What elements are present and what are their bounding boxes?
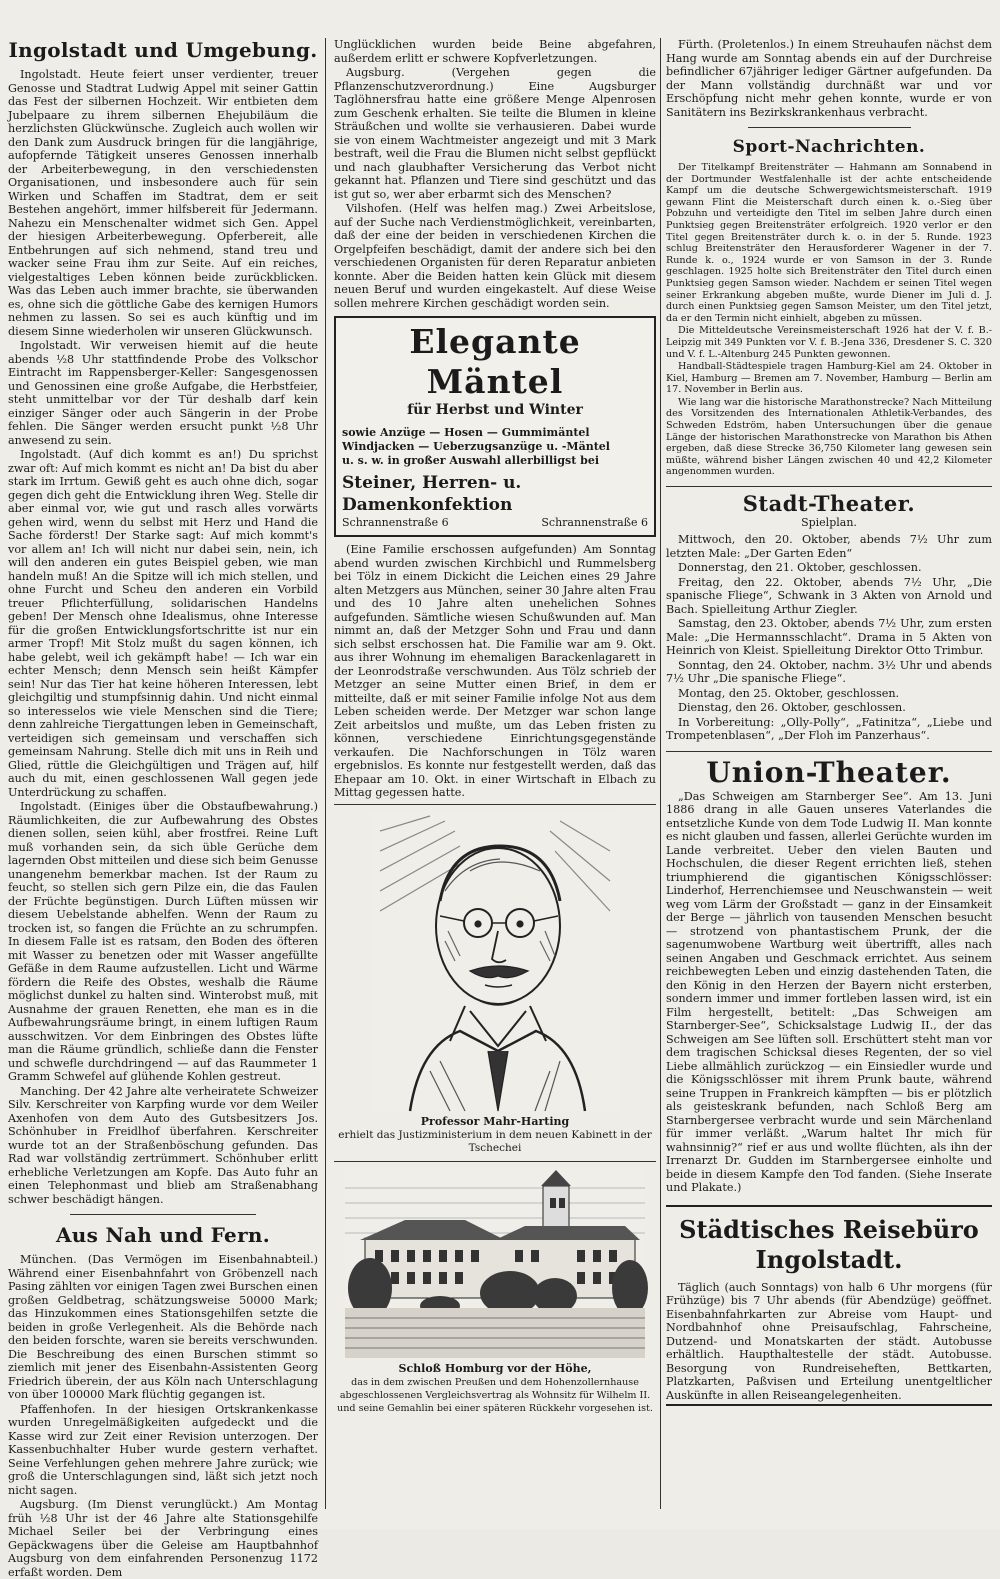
portrait-caption	[334, 1115, 656, 1155]
reisebuero-heading: Städtisches Reisebüro Ingolstadt.	[679, 1214, 979, 1274]
article-paragraph: Ingolstadt. (Einiges über die Obstaufbewahrung.) Räumlichkeiten, die zur Aufbewahrung des Obstes dienen sollen, seien kühl, aber frostfrei. Reine Luft muß vorhanden sein, da sich üble Gerüche dem lagernden Obst mitteilen und diese sich beim Genusse unangenehm bemerkbar machen. Ist der Raum zu feucht, so stellen sich gern Pilze ein, die das Faulen der Früchte begünstigen. Durch Lüften müssen wir diesem Uebelstande abhelfen. Wenn der Raum zu trocken ist, so fangen die Früchte an zu schrumpfen. In diesem Falle ist es ratsam, den Boden des öfteren mit Wasser zu benetzen oder mit Wasser angefüllte Gefäße in dem Raume aufzustellen. Licht und Wärme fördern die Reife des Obstes, weshalb die Räume möglichst dunkel zu halten sind. Winterobst muß, mit Ausnahme der grauen Renetten, ehe man es in die Aufbewahrungsräume bringt, in einem luftigen Raum ausschwitzen. Vor dem Einbringen des Obstes lüfte man die Räume gründlich, schließe dann die Fenster und schwefle durchdringend — auf das Raummeter 1 Gramm Schwefel auf glühende Kohlen gestreut.	[8, 800, 318, 1083]
theater-entry: Freitag, den 22. Oktober, abends 7½ Uhr, „Die spanische Fliege“, Schwank in 3 Akten von Arnold und Bach. Spielleitung Arthur Ziegler.	[666, 575, 992, 616]
sport-paragraph: Handball-Städtespiele tragen Hamburg-Kiel am 24. Oktober in Kiel, Hamburg — Bremen am 7. November, Hamburg — Berlin am 17. November in Berlin aus.	[666, 361, 992, 396]
theater-entry: Mittwoch, den 20. Oktober, abends 7½ Uhr zum letzten Male: „Der Garten Eden“	[666, 533, 992, 560]
divider	[748, 127, 911, 128]
section-heading-union-theater: Union-Theater.	[706, 755, 952, 789]
castle-caption	[334, 1362, 656, 1415]
article-paragraph: Manching. Der 42 Jahre alte verheiratete Schweizer Silv. Kerschreiter von Karpfing wurde vor dem Weiler Axenhofen von dem Auto des Gutsbesitzers Jos. Schönhuber in Freidlhof überfahren. Kerschreiter wurde tot an der Straßenböschung gefunden. Das Rad war vollständig zertrümmert. Schönhuber erlitt erhebliche Verletzungen am Kopfe. Das Auto fuhr an einen Telephonmast und blieb am Straßenabhang schwer beschädigt hängen.	[8, 1084, 318, 1206]
theater-entry: Donnerstag, den 21. Oktober, geschlossen.	[678, 561, 922, 575]
reisebuero-text: Täglich (auch Sonntags) von halb 6 Uhr morgens (für Frühzüge) bis 7 Uhr abends (für Abendzüge) geöffnet. Eisenbahnfahrkarten zur Abreise vom Haupt- und Nordbahnhof ohne Preisaufschlag, Fahrscheine, Dutzend- und Monatskarten der städt. Autobusse erhältlich. Haupthaltestelle der städt. Autobusse. Besorgung von Rundreiseheften, Bettkarten, Platzkarten, Paßvisen und Erteilung unentgeltlicher Auskünfte in allen Reiseangelegenheiten.	[666, 1280, 992, 1402]
section-heading-stadt-theater: Stadt-Theater.	[742, 491, 916, 517]
theater-entry: In Vorbereitung: „Olly-Polly“, „Fatinitza“, „Liebe und Trompetenblasen“, „Der Floh im Panzerhaus“.	[666, 715, 992, 743]
ad-subtitle: für Herbst und Winter	[407, 402, 583, 418]
portrait-caption-name: Professor Mahr-Harting	[420, 1114, 570, 1128]
section-heading-ingolstadt: Ingolstadt und Umgebung.	[8, 38, 318, 62]
ad-title: Elegante Mäntel	[409, 322, 581, 401]
column-right	[666, 38, 992, 1515]
article-paragraph: Ingolstadt. Wir verweisen hiemit auf die heute abends ½8 Uhr stattfindende Probe des Volkschor Eintracht im Rappensberger-Keller: Sangesgenossen und Genossinen eine große Aufgabe, die Herbstfeier, steht unmittelbar vor der Tür deshalb darf kein einziger Sänger oder auch Sängerin in der Probe fehlen. Die Sänger werden ersucht punkt ½8 Uhr anwesend zu sein.	[8, 339, 318, 447]
sport-paragraph: Der Titelkampf Breitensträter — Hahmann am Sonnabend in der Dortmunder Westfalenhalle ist der achte entscheidende Kampf um die deutsche Schwergewichtsmeisterschaft. 1919 gewann Flint die Meisterschaft durch einen k. o.-Sieg über Pobzuhn und verteidigte den Titel im selben Jahre durch einen Punktsieg gegen Breitensträter erfolgreich. 1920 verlor er den Titel gegen Breitensträter durch k. o. in der 5. Runde. 1923 schlug Breitensträter den Herausforderer Wagener in der 7. Runde k. o., 1924 wurde er von Samson in der 3. Runde geschlagen. 1925 holte sich Breitensträter den Titel durch einen Punktsieg gegen Samson wieder. Nachdem er seinen Titel wegen seiner Erkrankung abgeben mußte, wurde Diener im Juli d. J. durch einen Punktsieg gegen Samson Meister, um den Titel jetzt, da er den Termin nicht einhielt, abgeben zu müssen.	[666, 162, 992, 324]
column-rule	[660, 38, 661, 1509]
ad-address	[342, 516, 648, 529]
ad-shop-name: Steiner, Herren- u. Damenkonfektion	[342, 473, 522, 515]
divider	[70, 1214, 256, 1215]
article-paragraph: Unglücklichen wurden beide Beine abgefahren, außerdem erlitt er schwere Kopfverletzungen.	[334, 38, 656, 65]
article-paragraph: Vilshofen. (Helf was helfen mag.) Zwei Arbeitslose, auf der Suche nach Verdienstmöglichkeit, vereinbarten, daß der eine der beiden in verschiedenen Kirchen die Orgelpfeifen beschädigt, damit der andere sich bei den verschiedenen Organisten für deren Reparatur anbieten konnte. Aber die Beiden hatten kein Glück mit diesem neuen Beruf und wurden eingekastelt. Auf diese Weise sollen mehrere Kirchen geschädigt worden sein.	[334, 202, 656, 310]
reisebuero-ad	[666, 1205, 992, 1407]
ad-address-left: Schrannenstraße 6	[342, 516, 449, 529]
theater-entry: Dienstag, den 26. Oktober, geschlossen.	[678, 701, 906, 715]
section-heading-aus-nah-und-fern: Aus Nah und Fern.	[55, 1223, 271, 1247]
sport-paragraph: Die Mitteldeutsche Vereinsmeisterschaft 1926 hat der V. f. B.-Leipzig mit 349 Punkten vor V. f. B.-Jena 336, Dresdener S. C. 320 und V. f. L.-Altenburg 245 Punkten gewonnen.	[666, 325, 992, 360]
theater-entry: Samstag, den 23. Oktober, abends 7½ Uhr, zum ersten Male: „Die Hermannsschlacht“. Drama in 5 Akten von Heinrich von Kleist. Spielleitung Direktor Otto Trimbur.	[666, 617, 992, 658]
castle-figure	[334, 1168, 656, 1415]
advertisement-steiner	[334, 316, 656, 537]
castle-caption-text: das in dem zwischen Preußen und dem Hohenzollernhause abgeschlossenen Vergleichsvertrag als Wohnsitz für Wilhelm II. und seine Gemahlin bei einer späteren Rückkehr vorgesehen ist.	[337, 1376, 653, 1414]
article-paragraph: Pfaffenhofen. In der hiesigen Ortskrankenkasse wurden Unregelmäßigkeiten aufgedeckt und die Kasse wird zur Zeit einer Revision unterzogen. Der Kassenbuchhalter Huber wurde gestern verhaftet. Seine Verfehlungen gehen mehrere Jahre zurück; wie groß die Unterschlagungen sind, läßt sich jetzt noch nicht sagen.	[8, 1402, 318, 1497]
ad-address-right: Schrannenstraße 6	[541, 516, 648, 529]
divider	[334, 804, 656, 805]
article-paragraph: Augsburg. (Im Dienst verunglückt.) Am Montag früh ½8 Uhr ist der 46 Jahre alte Stationsgehilfe Michael Seiler bei der Verbringung eines Gepäckwagens über die Geleise am Hauptbahnhof Augsburg von dem einfahrenden Personenzug 1172 erfaßt worden. Dem	[8, 1498, 318, 1579]
article-paragraph: Augsburg. (Vergehen gegen die Pflanzenschutzverordnung.) Eine Augsburger Taglöhnersfrau hatte eine größere Menge Alpenrosen zum Geschenk erhalten. Sie teilte die Blumen in kleine Sträußchen und wollte sie verhausieren. Dabei wurde sie von einem Wachtmeister angezeigt und mit 3 Mark bestraft, weil die Frau die Blumen nicht selbst gepflückt und nach glaubhafter Versicherung das Verbot nicht gekannt hat. Pflanzen und Tiere sind geschützt und das ist gut so, wer aber erbarmt sich des Menschen?	[334, 66, 656, 201]
column-left	[8, 38, 318, 1579]
castle-illustration	[345, 1168, 645, 1358]
ad-line: Windjacken — Ueberzugsanzüge u. -Mäntel	[342, 440, 610, 453]
article-paragraph: Ingolstadt. (Auf dich kommt es an!) Du sprichst zwar oft: Auf mich kommt es nicht an! Da bist du aber stark im Irrtum. Gewiß geht es auch ohne dich, sogar gegen dich geht die Entwicklung ihren Weg. Stelle dir aber einmal vor, wie gut und rasch alles vorwärts gehen wird, wenn du selbst mit Herz und Hand die Sache förderst! Der Starke sagt: Auf mich kommt's vor allem an! Ich will nicht nur dabei sein, nein, ich will den anderen ein gutes Beispiel geben, wie man handeln muß! An die Spitze will ich mich stellen, und ohne Furcht und Scheu den anderen ein Vorbild treuer Pflichterfüllung, solidarischen Handelns geben! Der Mensch ohne Idealismus, ohne Interesse für die großen Entwicklungsfortschritte ist nur ein armer Tropf! Mit Stolz mußt du sagen können, ich habe gelebt, weil ich gekämpft habe! — Ich war ein echter Mensch; denn Mensch sein heißt Kämpfer sein! Nur das Tier hat keine höheren Interessen, lebt gleichgiltig und stumpfsinnig dahin. Und nicht einmal so interesselos wie viele Menschen sind die Tiere; denn zahlreiche Tiergattungen leben in Gemeinschaft, verteidigen sich gemeinsam und verschaffen sich gemeinsam Nahrung. Stelle dich mit uns in Reih und Glied, rüttle die Gleichgültigen und Trägen auf, hilf auch du mit, einen geschlossenen Wall gegen jede Unterdrückung zu schaffen.	[8, 448, 318, 799]
article-paragraph: (Eine Familie erschossen aufgefunden) Am Sonntag abend wurden zwischen Kirchbichl und Rummelsberg bei Tölz in einem Dickicht die Leichen eines 29 Jahre alten Metzgers aus München, seiner 30 Jahre alten Frau und des 10 Jahre alten unehelichen Sohnes aufgefunden. Sämtliche wiesen Schußwunden auf. Man nimmt an, daß der Metzger Sohn und Frau und dann sich selbst erschossen hat. Die Familie war am 9. Okt. aus ihrer Wohnung im ehemaligen Barackenlagarett in der Leonrodstraße verschwunden. Aus Tölz schrieb der Metzger an seine Mutter einen Brief, in dem er mitteilte, daß er mit seiner Familie infolge Not aus dem Leben scheiden werde. Der Metzger war schon lange Zeit arbeitslos und mußte, um das Leben fristen zu können, verschiedene Einrichtungsgegenstände verkaufen. Die Nachforschungen in Tölz waren ergebnislos. Es konnte nur festgestellt werden, daß das Ehepaar am 10. Okt. in einer Wirtschaft in Elbach zu Mittag gegessen hatte.	[334, 543, 656, 799]
castle-caption-name: Schloß Homburg vor der Höhe,	[398, 1361, 592, 1375]
divider	[666, 486, 992, 487]
article-paragraph: Ingolstadt. Heute feiert unser verdienter, treuer Genosse und Stadtrat Ludwig Appel mit seiner Gattin das Fest der silbernen Hochzeit. Wir entbieten dem Jubelpaare zu ihrem silbernen Ehejubiläum die herzlichsten Glückwünsche. Zugleich auch wollen wir den Dank zum Ausdruck bringen für die langjährige, aufopfernde Tätigkeit unseres Genossen innerhalb der Arbeiterbewegung, in den verschiedensten Organisationen, und insbesondere auch für sein Wirken und Schaffen im Stadtrat, dem er seit Bestehen angehört, immer hilfsbereit für Jedermann. Nahezu ein Menschenalter widmet sich Gen. Appel der hiesigen Arbeiterbewegung. Opferbereit, alle Entbehrungen auf sich nehmend, stand treu und wacker seine Frau ihm zur Seite. Auf ein reiches, vielgestaltiges Leben können beide zurückblicken. Was das Leben auch immer brachte, sie überwanden es, ohne sich die göttliche Gabe des kernigen Humors nehmen zu lassen. So sei es auch künftig und im diesem Sinne wiederholen wir unseren Glückwunsch.	[8, 68, 318, 338]
ad-line: sowie Anzüge — Hosen — Gummimäntel	[342, 426, 590, 439]
section-heading-sport: Sport-Nachrichten.	[732, 137, 926, 157]
ad-line: u. s. w. in großer Auswahl allerbilligst bei	[342, 454, 600, 467]
sport-news	[666, 162, 992, 478]
portrait-figure	[334, 811, 656, 1155]
column-rule	[325, 38, 326, 1509]
spielplan-label: Spielplan.	[801, 516, 857, 530]
sport-paragraph: Wie lang war die historische Marathonstrecke? Nach Mitteilung des Vorsitzenden des Internationalen Athletik-Verbandes, des Schweden Edström, haben Untersuchungen über die genaue Länge der historischen Marathonstrecke von Marathon bis Athen ergeben, daß diese Strecke 36,750 Kilometer lang gewesen sein müßte, während bisher Längen zwischen 40 und 42,2 Kilometer angenommen wurden.	[666, 396, 992, 478]
article-paragraph: München. (Das Vermögen im Eisenbahnabteil.) Während einer Eisenbahnfahrt von Gröbenzell nach Pasing zählten vor einigen Tagen zwei Burschen einen großen Geldbetrag, schätzungsweise 50000 Mark; das Hinzukommen eines Stationsgehilfen setzte die beiden in große Verlegenheit. Als die Behörde nach den beiden forschte, waren sie bereits verschwunden. Die Beschreibung des einen Burschen stimmt so ziemlich mit jener des Eisenbahn-Assistenten Georg Friedrich überein, der aus Köln nach Unterschlagung von über 100000 Mark flüchtig gegangen ist.	[8, 1253, 318, 1401]
column-middle	[334, 38, 656, 1515]
union-paragraph: „Das Schweigen am Starnberger See“. Am 13. Juni 1886 drang in alle Gauen unseres Vaterlandes die entsetzliche Kunde von dem Tode Ludwig II. Man konnte es nicht glauben und fassen, allerlei Gerüchte wurden im Lande verbreitet. Ueber den vielen Bauten und Hochschulen, die dieser Regent errichten ließ, stehen triumphierend die gigantischen Königsschlösser: Linderhof, Herrenchiemsee und Neuschwanstein — weit weg vom Lärm der Großstadt — ganz in der Einsamkeit der Berge — jährlich von tausenden Menschen besucht — strotzend von phantastischem Prunk, der die sagenumwobene Wartburg weit übertrifft, alles nach seinen Angaben und Geschmack errichtet. Aus seinem reichbewegten Leben und einzig dastehenden Taten, die den König in den Herzen der Bayern nicht ersterben, sondern immer und immer fortleben lassen wird, ist ein Film hergestellt, betitelt: „Das Schweigen am Starnberger-See“, Schicksalstage Ludwig II., der das Schweigen am See lüften soll. Erschüttert steht man vor dem tragischen Schicksal dieses Regenten, der so viel Liebe allmählich zurückzog — ein Einsiedler wurde und die Königsschlösser mit ihrem Prunk baute, während seine Truppen in Frankreich kämpften — bis er plötzlich als geisteskrank befunden, nach Schloß Berg am Starnbergersee verbracht wurde und sein Märchenland für immer verläßt. „Warum haltet Ihr mich für wahnsinnig?“ rief er aus und wollte flüchten, als ihn der Irrenarzt Dr. Gudden im Starnbergersee einholte und beide in diesem Kampfe den Tod fanden. (Siehe Inserate und Plakate.)	[666, 789, 992, 1195]
portrait-illustration	[370, 811, 620, 1111]
portrait-caption-text: erhielt das Justizministerium in dem neuen Kabinett in der Tschechei	[338, 1128, 652, 1154]
article-paragraph: Fürth. (Proletenlos.) In einem Streuhaufen nächst dem Hang wurde am Sonntag abends ein auf der Durchreise befindlicher 67jähriger lediger Gärtner aufgefunden. Da der Mann vollständig durchnäßt war und vor Erschöpfung nicht mehr gehen konnte, wurde er von Sanitätern ins Bezirkskrankenhaus verbracht.	[666, 38, 992, 119]
divider	[334, 1161, 656, 1162]
theater-entry: Sonntag, den 24. Oktober, nachm. 3½ Uhr und abends 7½ Uhr „Die spanische Fliege“.	[666, 658, 992, 686]
theater-entry: Montag, den 25. Oktober, geschlossen.	[678, 686, 900, 700]
divider	[666, 751, 992, 752]
